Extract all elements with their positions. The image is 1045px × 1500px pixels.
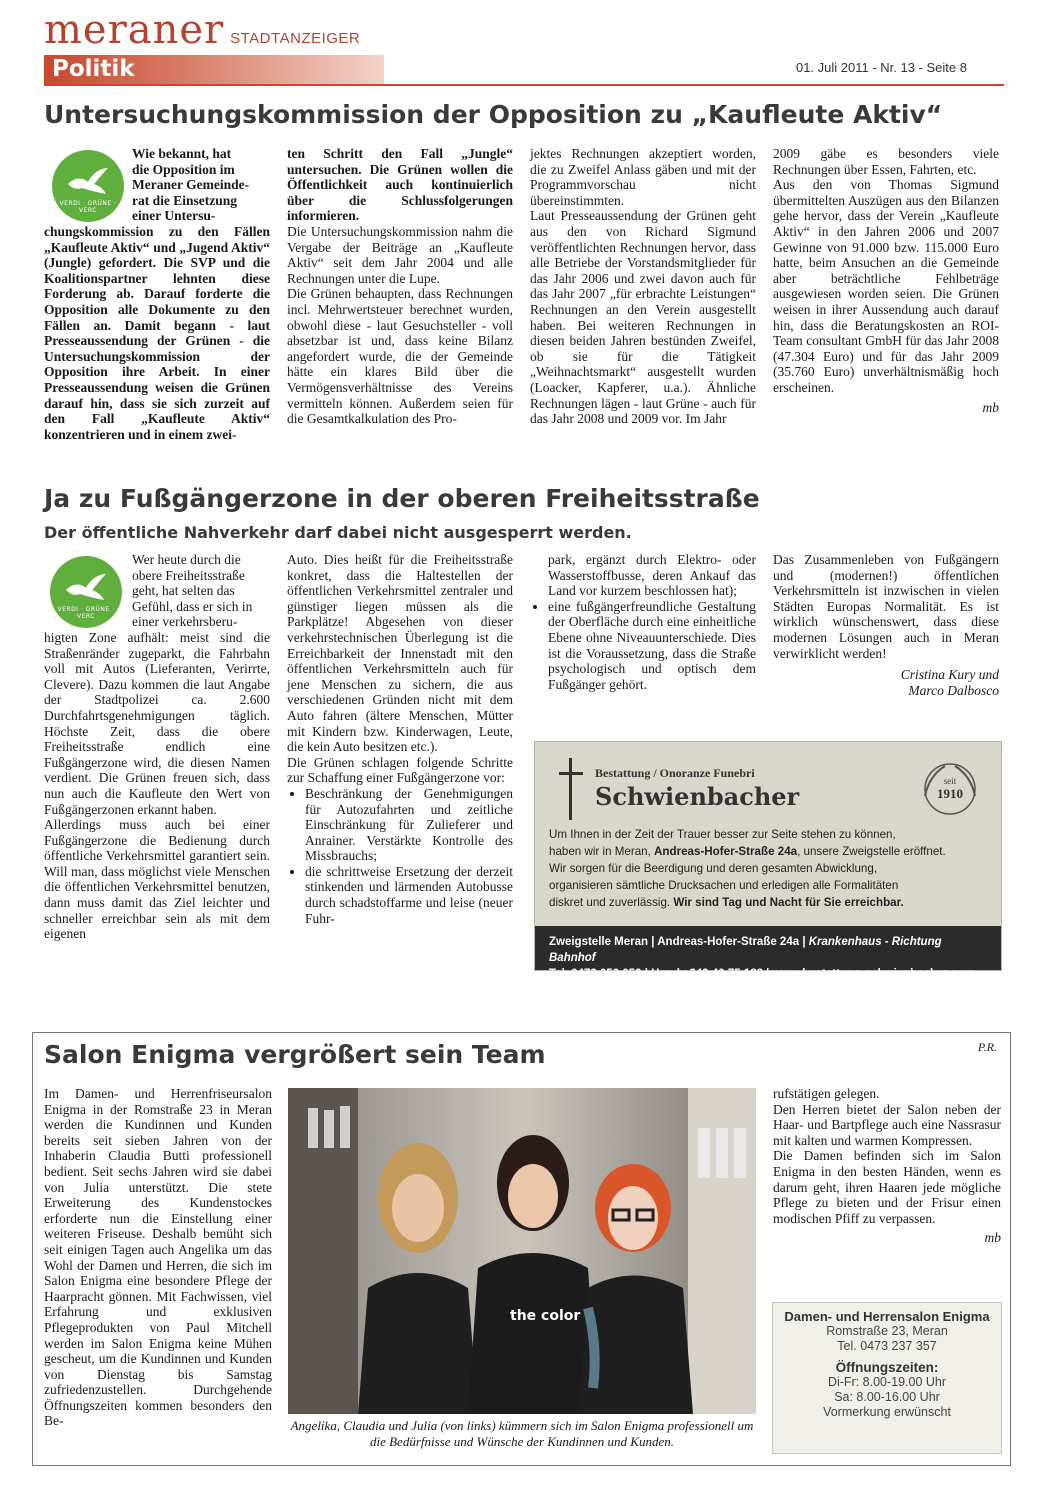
article2-col1 — [44, 552, 270, 942]
paragraph: chungskommission zu den Fällen „Kaufleute Aktiv“ und „Jugend Aktiv“ (Jungle) gefordert. Die SVP und die Koalitionspartner lehnten diese Forderung ab. Darauf forderte die Opposition alle Dokumente zu den Fällen an. Damit begann - laut Presseaussendung der Grünen - die Untersuchungskommission der Opposition ihre Arbeit. In einer Presseaussendung weisen die Grünen darauf hin, dass sie sich zurzeit auf den Fall „Kaufleute Aktiv“ konzentrieren und in einem zwei- — [44, 223, 270, 442]
paragraph: Das Zusammenleben von Fußgängern und (modernen!) öffentlichen Verkehrsmitteln ist inzwischen in vielen Städten Europas Normalität. Es ist wirklich wünschenswert, dass diese modernen Lösungen auch in Meran verwirklicht werden! — [773, 552, 999, 661]
salon-photo — [288, 1088, 756, 1414]
issue-info: 01. Juli 2011 - Nr. 13 - Seite 8 — [795, 60, 967, 75]
paragraph: rufstätigen gelegen. — [773, 1086, 880, 1101]
paragraph: Auto. Dies heißt für die Freiheitsstraße konkret, dass die Haltestellen der öffentlichen Verkehrsmittel zentraler und günstiger liegen müssen als die Parkplätze! Abgesehen von dieser verkehrstechnischen Überlegung ist die Erreichbarkeit der Innenstadt mit den öffentlichen Verkehrsmitteln auch für jene Menschen zu sichern, die aus verschiedenen Gründen nicht mit dem Auto fahren (ältere Menschen, Mütter mit Kindern bzw. Kinderwagen, Leute, die kein Auto besitzen etc.). — [287, 552, 513, 755]
card-phone: Tel. 0473 237 357 — [837, 1339, 937, 1353]
article2-col2 — [287, 552, 513, 926]
logo-text: VERDI · GRÜNE · VERC — [57, 606, 115, 620]
section-bar — [44, 55, 384, 85]
paragraph: higten Zone aufhält: meist sind die Straßenränder zugeparkt, die Fahrbahn voll mit Autos (Lieferanten, Verirrte, Clevere). Dazu kommen die laut Angabe der Stadtpolizei ca. 2.600 Durchfahrtsgenehmigungen täglich. Höchste Zeit, dass die obere Freiheitsstraße endlich eine Fußgängerzone wird, die diesen Namen verdient. Die Grünen freuen sich, dass nun auch die Kaufleute den Wert von Fußgängerzonen erkannt haben. — [44, 629, 270, 817]
paragraph: Die Grünen behaupten, dass Rechnungen incl. Mehrwertsteuer berechnet wurden, obwohl diese - laut Gesuchsteller - voll absetzbar ist und, dass keine Bilanz angefordert wurde, die der Gemeinde hätte ein klares Bild über die Vermögensverhältnisse des Vereins vermitteln können. Außerdem seien für die Gesamtkalkulation des Pro- — [287, 286, 513, 427]
paragraph: Den Herren bietet der Salon neben der Haar- und Bartpflege auch eine Nassrasur mit kalten und warmen Kompressen. — [773, 1101, 1001, 1148]
ad-footer-line: Zweigstelle Meran | Andreas-Hofer-Straße 24a | Krankenhaus - Richtung Bahnhof — [549, 936, 942, 964]
article2-title: Ja zu Fußgängerzone in der oberen Freiheitsstraße — [44, 484, 760, 513]
funeral-advertisement — [534, 741, 1002, 980]
ad-subtitle: Bestattung / Onoranze Funebri — [595, 766, 755, 780]
paragraph: Die Untersuchungskommission nahm die Vergabe der Beiträge an „Kaufleute Aktiv“ seit dem Jahr 2004 und alle Rechnungen unter die Lupe. — [287, 223, 513, 286]
article1-col3 — [530, 146, 756, 427]
photo-caption: Angelika, Claudia und Julia (von links) kümmern sich im Salon Enigma professionell um die Bedürfnisse und Wünsche der Kundinnen und Kunden. — [290, 1418, 754, 1449]
ad-company-name: Schwienbacher — [595, 782, 800, 811]
text-line: einer Untersu- — [132, 208, 216, 224]
article2-subtitle: Der öffentliche Nahverkehr darf dabei nicht ausgesperrt werden. — [44, 523, 632, 542]
paragraph: 2009 gäbe es besonders viele Rechnungen über Essen, Fahrten, etc. — [773, 146, 999, 177]
article3-col1 — [44, 1086, 272, 1429]
text-line: Meraner Gemeinde- — [132, 177, 250, 193]
article3-title: Salon Enigma vergrößert sein Team — [44, 1040, 546, 1069]
paragraph: Allerdings muss auch bei einer Fußgängerzone die Bedienung durch öffentliche Verkehrsmittel garantiert sein. Will man, dass möglichst viele Menschen die öffentlichen Verkehrsmittel benutzen, dann muss damit das Ziel leichter und schneller erreichbar sein als mit dem eigenen — [44, 817, 270, 942]
logo-text: VERDI · GRÜNE · VERC — [59, 200, 117, 214]
ad-line: diskret und zuverlässig. Wir sind Tag und Nacht für Sie erreichbar. — [549, 896, 904, 909]
article2-col4 — [773, 552, 999, 698]
ad-line: organisieren sämtliche Drucksachen und erledigen alle Formalitäten — [549, 879, 899, 892]
text-line: einer verkehrsberu- — [132, 614, 238, 630]
svg-text:the color: the color — [510, 1308, 581, 1324]
text-line: geht, hat selten das — [132, 583, 235, 599]
seal-icon — [915, 756, 985, 822]
article1-col4 — [773, 146, 999, 415]
paragraph: Laut Presseaussendung der Grünen geht aus den von Richard Sigmund veröffentlichten Rechnungen hervor, dass alle Betriebe der Vorstandsmitglieder für das Jahr 2006 und zwei davon auch für das Jahr 2007 „für erbrachte Leistungen“ Rechnungen an den Verein ausgestellt haben. Bei weiteren Rechnungen in diesen beiden Jahren bestünden Zweifel, ob sie für die Tätigkeit „Weihnachtsmarkt“ ausgestellt wurden (Loacker, Kapferer, u.a.). Ähnliche Rechnungen lägen - laut Grüne - auch für das Jahr 2008 und 2009 vor. Im Jahr — [530, 208, 756, 427]
card-title: Damen- und Herrensalon Enigma — [784, 1309, 990, 1324]
salon-team-image — [288, 1088, 756, 1414]
ad-line: haben wir in Meran, Andreas-Hofer-Straße 24a, unsere Zweigstelle eröffnet. — [549, 845, 946, 858]
card-hours-line: Sa: 8.00-16.00 Uhr — [834, 1390, 940, 1404]
article1-title: Untersuchungskommission der Opposition zu „Kaufleute Aktiv“ — [44, 100, 943, 129]
text-line: die Opposition im — [132, 161, 235, 177]
card-address: Romstraße 23, Meran — [826, 1324, 948, 1338]
ad-body — [549, 826, 989, 911]
text-line: Gefühl, dass er sich in — [132, 598, 253, 614]
text-line: Wie bekannt, hat — [132, 146, 232, 161]
author-line: Marco Dalbosco — [908, 682, 999, 698]
bullet-list — [530, 599, 756, 693]
paragraph: jektes Rechnungen akzeptiert worden, die zu Zweifel Anlass gäben und mit der Programmvorschau nicht übereinstimmten. — [530, 146, 756, 208]
paragraph: ten Schritt den Fall „Jungle“ untersuchen. Die Grünen wollen die Öffentlichkeit auch kontinuierlich über die Schlussfolgerungen informieren. — [287, 146, 513, 224]
paragraph: Im Damen- und Herrenfriseursalon Enigma in der Romstraße 23 in Meran werden die Kundinnen und Kunden bereits seit sieben Jahren von der Inhaberin Claudia Butti professionell bedient. Seit sechs Jahren wird sie dabei von Julia unterstützt. Die stete Erweiterung des Kundenstockes erforderte nun die Einstellung einer weiteren Friseuse. Deshalb bemüht sich seit einigen Tagen auch Angelika um das Wohl der Damen und Herren, die sich im Salon Enigma eine besondere Pflege der Haarpracht gönnen. Mit Fachwissen, viel Erfahrung und exklusiven Pflegeprodukten von Paul Mitchell werden im Salon Enigma keine Mühen gescheut, um die Kundinnen und Kunden von Dienstag bis Samstag zufriedenzustellen. Durchgehende Öffnungszeiten kommen besonders den Be- — [44, 1086, 272, 1429]
card-hours-line: Vormerkung erwünscht — [823, 1405, 951, 1419]
ad-footer-line: Tel. 0473 050 050 | Handy 349 40 75 188 | www.bestattung-schwienbacher.com — [549, 968, 975, 980]
cross-icon — [555, 758, 587, 820]
seal-year: 1910 — [937, 786, 963, 801]
ad-footer — [535, 926, 1001, 980]
list-item: • eine fußgängerfreundliche Gestaltung der Oberfläche durch eine einheitliche Ebene ohne Niveauunterschiede. Dies ist die Voraussetzung, dass die Straße psychologisch und optisch dem Fußgänger gehört. — [548, 599, 756, 693]
pr-marker: P.R. — [977, 1040, 997, 1054]
signature: mb — [984, 1230, 1001, 1246]
list-item: • Beschränkung der Genehmigungen für Autozufahrten und zeitliche Einschränkung für Zulieferer und Anrainer. Verstärkte Kontrolle des Missbrauchs; — [305, 786, 513, 864]
bullet-list — [287, 786, 513, 926]
text-line: Wer heute durch die — [132, 552, 241, 567]
author-line: Cristina Kury und — [900, 667, 999, 683]
text-line: obere Freiheitsstraße — [132, 567, 245, 583]
list-item: • die schrittweise Ersetzung der derzeit stinkenden und lärmenden Autobusse durch schadstoffarme und leise (neuer Fuhr- — [305, 864, 513, 926]
article3-col3 — [773, 1086, 1001, 1246]
article1-col1 — [44, 146, 270, 442]
section-label: Politik — [52, 56, 135, 82]
salon-info-card — [772, 1302, 1002, 1454]
ad-line: Um Ihnen in der Zeit der Trauer besser zur Seite stehen zu können, — [549, 828, 896, 841]
paragraph: Die Damen befinden sich im Salon Enigma in den besten Händen, wenn es darum geht, ihren Haaren jede mögliche Pflege zu bieten und der Frisur einen modischen Pfiff zu verpassen. — [773, 1148, 1001, 1226]
section-divider — [44, 84, 1004, 86]
signature: mb — [982, 399, 999, 415]
masthead-subtitle: STADTANZEIGER — [230, 30, 361, 47]
seal-text: seit — [943, 776, 957, 786]
text-line: rat die Einsetzung — [132, 192, 238, 208]
masthead-logo: meraner — [44, 7, 225, 53]
card-hours-line: Di-Fr: 8.00-19.00 Uhr — [827, 1375, 947, 1389]
masthead — [44, 7, 361, 53]
paragraph: park, ergänzt durch Elektro- oder Wasserstoffbusse, deren Ankauf das Land vor kurzem beschlossen hat); — [548, 552, 756, 599]
article2-col3 — [530, 552, 756, 692]
card-hours-label: Öffnungszeiten: — [835, 1360, 939, 1375]
article1-col2 — [287, 146, 513, 427]
paragraph: Aus den von Thomas Sigmund übermittelten Auszügen aus den Bilanzen gehe hervor, dass der Verein „Kaufleute Aktiv“ in den Jahren 2006 und 2007 Gewinne von 91.000 bzw. 115.000 Euro hatte, beim Ansuchen an die Gemeinde aber beträchtliche Fehlbeträge ausgewiesen worden seien. Die Grünen weisen in ihrer Aussendung auch darauf hin, dass die Beratungskosten an ROI-Team consultant GmbH für das Jahr 2008 (47.304 Euro) und für das Jahr 2009 (35.760 Euro) unverhältnismäßig hoch erscheinen. — [773, 177, 999, 395]
ad-line: Wir sorgen für die Beerdigung und deren gesamten Abwicklung, — [549, 862, 878, 875]
paragraph: Die Grünen schlagen folgende Schritte zur Schaffung einer Fußgängerzone vor: — [287, 754, 513, 786]
